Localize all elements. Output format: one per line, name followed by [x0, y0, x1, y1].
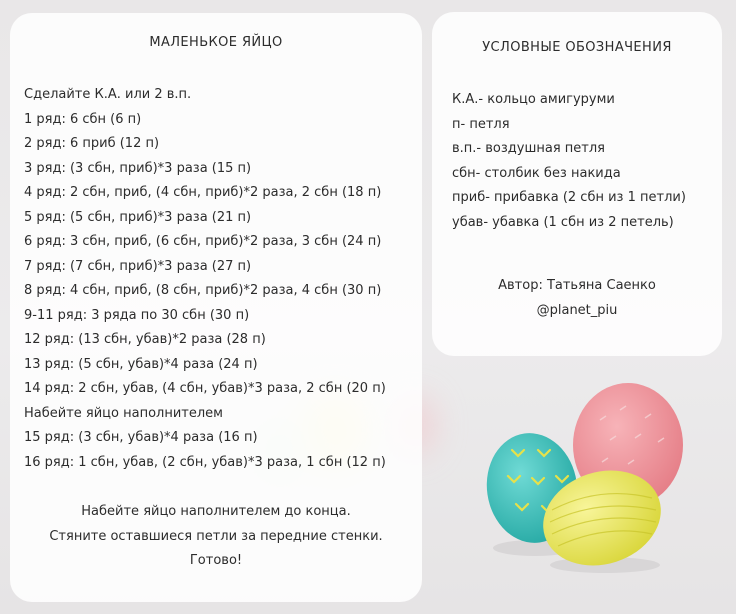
pattern-line: 3 ряд: (3 сбн, приб)*3 раза (15 п): [24, 160, 252, 176]
pattern-line: 8 ряд: 4 сбн, приб, (8 сбн, приб)*2 раза, 4 сбн (30 п): [24, 283, 382, 298]
pattern-line: 9-11 ряд: 3 ряда по 30 сбн (30 п): [24, 307, 250, 323]
legend-item: приб- прибавка (2 сбн из 1 петли): [452, 190, 686, 205]
legend-item: убав- убавка (1 сбн из 2 петель): [452, 214, 674, 230]
pattern-line: 7 ряд: (7 сбн, приб)*3 раза (27 п): [24, 258, 252, 274]
pattern-line: 5 ряд: (5 сбн, приб)*3 раза (21 п): [24, 209, 252, 225]
pattern-line: 15 ряд: (3 сбн, убав)*4 раза (16 п): [24, 430, 258, 445]
legend-list: [452, 88, 686, 235]
pattern-line: 13 ряд: (5 сбн, убав)*4 раза (24 п): [24, 356, 258, 372]
pattern-line: Набейте яйцо наполнителем: [24, 405, 223, 421]
pattern-line: 14 ряд: 2 сбн, убав, (4 сбн, убав)*3 раза, 2 сбн (20 п): [24, 381, 386, 396]
pattern-title: МАЛЕНЬКОЕ ЯЙЦО: [149, 35, 283, 50]
pattern-line: 2 ряд: 6 приб (12 п): [24, 136, 160, 151]
author-name: Автор: Татьяна Саенко: [498, 278, 656, 293]
legend-item: в.п.- воздушная петля: [452, 141, 605, 156]
legend-item: К.А.- кольцо амигуруми: [452, 92, 615, 107]
pattern-line: 1 ряд: 6 сбн (6 п): [24, 111, 142, 127]
legend-item: п- петля: [452, 116, 510, 132]
finish-line: Стяните оставшиеся петли за передние стенки.: [49, 528, 383, 544]
legend-card: [432, 12, 722, 356]
pattern-rows: [24, 83, 386, 475]
pattern-line: Сделайте К.А. или 2 в.п.: [24, 87, 192, 102]
pattern-line: 6 ряд: 3 сбн, приб, (6 сбн, приб)*2 раза, 3 сбн (24 п): [24, 234, 382, 249]
pattern-card: [10, 13, 422, 602]
pattern-line: 16 ряд: 1 сбн, убав, (2 сбн, убав)*3 раза, 1 сбн (12 п): [24, 454, 386, 470]
finish-line: Набейте яйцо наполнителем до конца.: [81, 504, 351, 519]
pattern-line: 4 ряд: 2 сбн, приб, (4 сбн, приб)*2 раза, 2 сбн (18 п): [24, 185, 382, 200]
finishing-instructions: [10, 500, 422, 574]
crochet-eggs-illustration: [480, 380, 700, 580]
finish-line: Готово!: [189, 553, 243, 568]
author-block: [432, 274, 722, 323]
author-handle: @planet_piu: [536, 302, 618, 318]
legend-item: сбн- столбик без накида: [452, 165, 621, 181]
pattern-line: 12 ряд: (13 сбн, убав)*2 раза (28 п): [24, 332, 266, 347]
legend-title: УСЛОВНЫЕ ОБОЗНАЧЕНИЯ: [482, 40, 672, 55]
